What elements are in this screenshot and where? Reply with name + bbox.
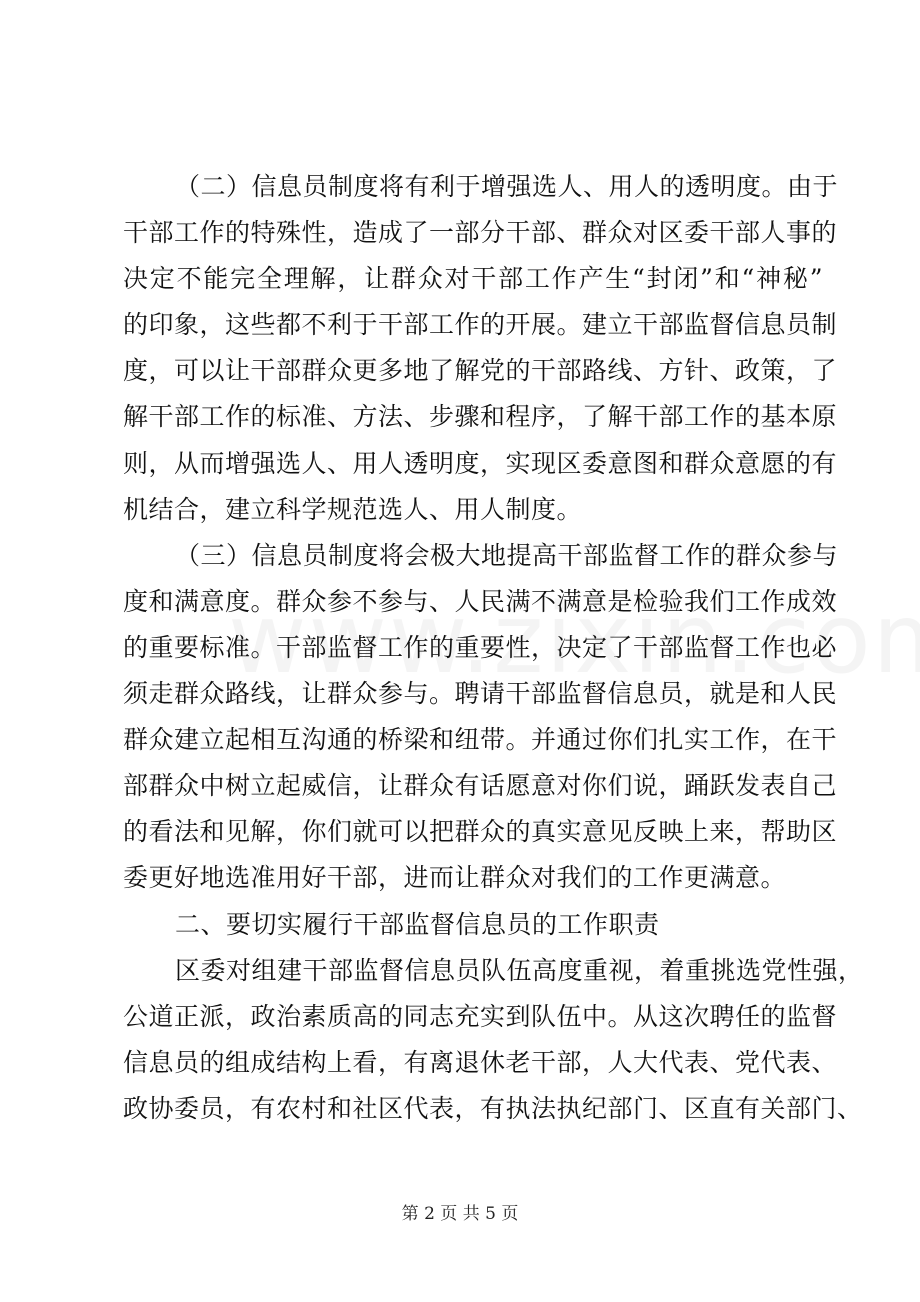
paragraph-2-line-8: 委更好地选准用好干部，进而让群众对我们的工作更满意。 <box>123 863 787 893</box>
paragraph-3-line-2: 公道正派，政治素质高的同志充实到队伍中。从这次聘任的监督 <box>123 1001 838 1031</box>
paragraph-2-line-2: 度和满意度。群众参不参与、人民满不满意是检验我们工作成效 <box>123 586 838 616</box>
paragraph-1-line-2: 干部工作的特殊性，造成了一部分干部、群众对区委干部人事的 <box>123 218 838 248</box>
section-heading: 二、要切实履行干部监督信息员的工作职责 <box>175 909 660 939</box>
paragraph-1-line-4: 的印象，这些都不利于干部工作的开展。建立干部监督信息员制 <box>123 310 838 340</box>
paragraph-2-line-3: 的重要标准。干部监督工作的重要性，决定了干部监督工作也必 <box>123 632 838 662</box>
paragraph-1-line-5: 度，可以让干部群众更多地了解党的干部路线、方针、政策，了 <box>123 356 838 386</box>
paragraph-1-line-8: 机结合，建立科学规范选人、用人制度。 <box>123 494 583 524</box>
paragraph-1-line-3: 决定不能完全理解，让群众对干部工作产生“封闭”和“神秘” <box>123 264 823 294</box>
paragraph-2-line-5: 群众建立起相互沟通的桥梁和纽带。并通过你们扎实工作，在干 <box>123 725 838 755</box>
body-text <box>123 164 864 1132</box>
paragraph-2-line-4: 须走群众路线，让群众参与。聘请干部监督信息员，就是和人民 <box>123 679 838 709</box>
paragraph-1-line-7: 则，从而增强选人、用人透明度，实现区委意图和群众意愿的有 <box>123 448 838 478</box>
paragraph-3-line-3: 信息员的组成结构上看，有离退休老干部，人大代表、党代表、 <box>123 1047 838 1077</box>
paragraph-3-line-4: 政协委员，有农村和社区代表，有执法执纪部门、区直有关部门、 <box>123 1093 863 1123</box>
page-footer: 第 2 页 共 5 页 <box>401 1204 519 1224</box>
paragraph-1-line-6: 解干部工作的标准、方法、步骤和程序，了解干部工作的基本原 <box>123 402 838 432</box>
paragraph-2-line-7: 的看法和见解，你们就可以把群众的真实意见反映上来，帮助区 <box>123 817 838 847</box>
paragraph-2-line-1: （三）信息员制度将会极大地提高干部监督工作的群众参与 <box>175 540 839 570</box>
paragraph-3-line-1: 区委对组建干部监督信息员队伍高度重视，着重挑选党性强， <box>175 955 864 985</box>
paragraph-1-line-1: （二）信息员制度将有利于增强选人、用人的透明度。由于 <box>175 172 839 201</box>
paragraph-2-line-6: 部群众中树立起威信，让群众有话愿意对你们说，踊跃发表自己 <box>123 771 838 801</box>
